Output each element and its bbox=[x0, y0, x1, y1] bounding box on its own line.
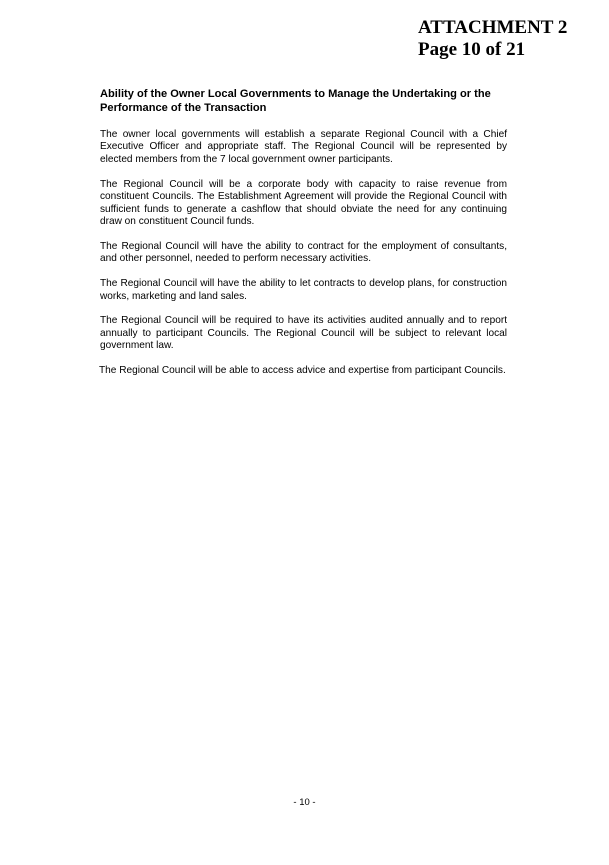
document-body bbox=[100, 88, 507, 390]
paragraph-regional-council-establishment: The owner local governments will establish a separate Regional Council with a Chief Executive Officer and appropriate staff. The Regional Council will be represented by elected members from the 7 local government owner participants. bbox=[100, 129, 507, 165]
page-number-footer: - 10 - bbox=[293, 797, 316, 808]
paragraph-corporate-body: The Regional Council will be a corporate body with capacity to raise revenue from constituent Councils. The Establishment Agreement will provide the Regional Council with sufficient funds to generate a cashflow that should obviate the need for any continuing draw on constituent Council funds. bbox=[100, 178, 507, 227]
section-heading: Ability of the Owner Local Governments to Manage the Undertaking or the Performance of the Transaction bbox=[100, 88, 491, 114]
attachment-label: ATTACHMENT 2 bbox=[418, 17, 568, 38]
attachment-header bbox=[418, 17, 567, 61]
page-count-label: Page 10 of 21 bbox=[418, 39, 526, 60]
paragraph-let-contracts: The Regional Council will have the ability to let contracts to develop plans, for construction works, marketing and land sales. bbox=[100, 278, 507, 302]
paragraph-employment-contracts: The Regional Council will have the ability to contract for the employment of consultants, and other personnel, needed to perform necessary activities. bbox=[100, 240, 507, 265]
paragraph-audit-reporting: The Regional Council will be required to have its activities audited annually and to report annually to participant Councils. The Regional Council will be subject to relevant local government law. bbox=[100, 315, 507, 352]
paragraph-advice-expertise: The Regional Council will be able to access advice and expertise from participant Councils. bbox=[99, 365, 506, 377]
